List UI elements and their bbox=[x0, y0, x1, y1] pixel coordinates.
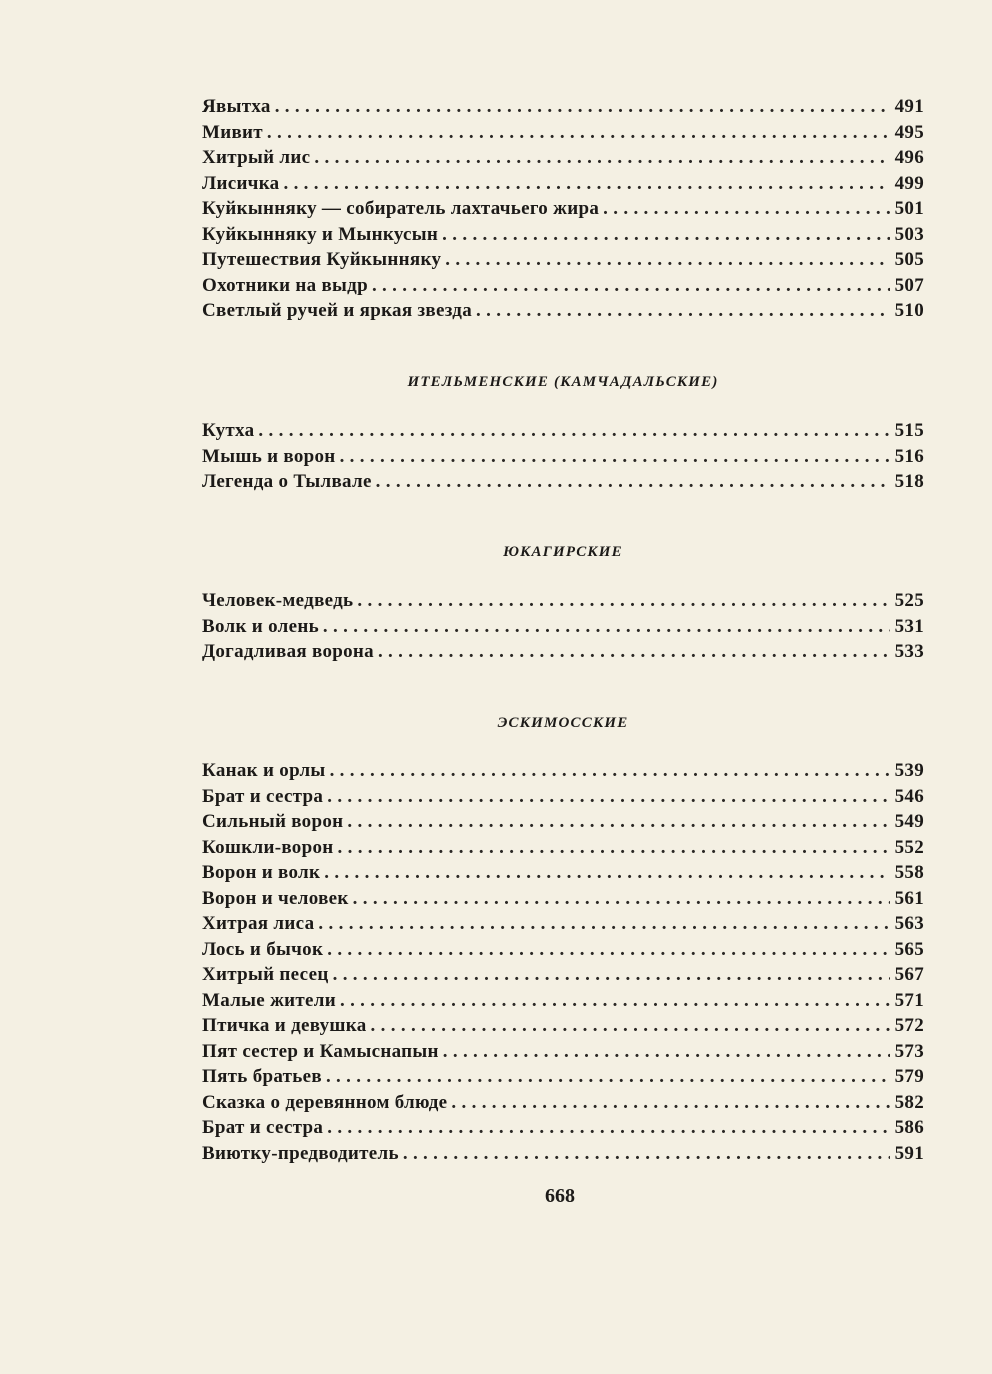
toc-entry-title: Светлый ручей и яркая звезда bbox=[202, 300, 472, 321]
toc-entry-title: Человек-медведь bbox=[202, 590, 354, 611]
toc-entry bbox=[202, 835, 924, 861]
toc-entry-page: 495 bbox=[894, 121, 924, 143]
toc-entry bbox=[202, 145, 924, 171]
toc-entry bbox=[202, 809, 924, 835]
toc-entry bbox=[202, 1039, 924, 1065]
dot-leader bbox=[279, 171, 890, 197]
toc-entry-title: Ворон и человек bbox=[202, 887, 349, 909]
toc-entry-title: Куйкынняку — собиратель лахтачьего жира bbox=[202, 198, 600, 219]
toc-entry-title: Легенда о Тылвале bbox=[202, 471, 372, 492]
toc-entry-title: Лисичка bbox=[202, 172, 280, 194]
toc-entry-page: 579 bbox=[894, 1066, 924, 1087]
toc-entry-title: Сильный ворон bbox=[202, 811, 344, 832]
toc-entry-title: Пять братьев bbox=[202, 1066, 322, 1087]
dot-leader bbox=[271, 94, 890, 120]
toc-entry-title: Канак и орлы bbox=[202, 760, 326, 781]
dot-leader bbox=[353, 588, 890, 614]
dot-leader bbox=[441, 247, 890, 273]
toc-entry bbox=[202, 196, 924, 222]
toc-entry-title: Хитрый лис bbox=[202, 147, 311, 168]
dot-leader bbox=[439, 1039, 890, 1065]
toc-entry-page: 582 bbox=[894, 1091, 924, 1113]
dot-leader bbox=[447, 1090, 890, 1116]
toc-entry bbox=[202, 639, 924, 665]
toc-entry-title: Брат и сестра bbox=[202, 1117, 324, 1138]
dot-leader bbox=[320, 860, 890, 886]
toc-entry bbox=[202, 588, 924, 614]
toc-entry-title: Лось и бычок bbox=[202, 938, 324, 960]
dot-leader bbox=[310, 145, 890, 171]
dot-leader bbox=[343, 809, 890, 835]
toc-entry bbox=[202, 1090, 924, 1116]
dot-leader bbox=[399, 1141, 890, 1167]
toc-entry-title: Куйкынняку и Мынкусын bbox=[202, 223, 439, 245]
toc-entry bbox=[202, 1013, 924, 1039]
toc-entry bbox=[202, 860, 924, 886]
dot-leader bbox=[438, 222, 890, 248]
dot-leader bbox=[319, 614, 890, 640]
dot-leader bbox=[349, 886, 890, 912]
section-heading-eskimo: ЭСКИМОССКИЕ bbox=[497, 715, 629, 731]
toc-entry-title: Брат и сестра bbox=[202, 785, 324, 807]
toc-entry-page: 546 bbox=[894, 785, 924, 807]
toc-entry bbox=[202, 758, 924, 784]
toc-entry-page: 518 bbox=[894, 471, 924, 492]
toc-entry bbox=[202, 1064, 924, 1090]
toc-entry-page: 510 bbox=[894, 300, 924, 321]
toc-entry bbox=[202, 614, 924, 640]
toc-entry-page: 549 bbox=[894, 811, 924, 832]
toc-entry-page: 531 bbox=[894, 615, 924, 637]
dot-leader bbox=[323, 784, 890, 810]
toc-entry bbox=[202, 444, 924, 470]
toc-entry bbox=[202, 886, 924, 912]
toc-group-chukchi bbox=[202, 94, 924, 324]
toc-entry bbox=[202, 784, 924, 810]
dot-leader bbox=[263, 120, 890, 146]
toc-group-itelmen bbox=[202, 418, 924, 495]
page-number: 668 bbox=[545, 1185, 575, 1207]
toc-entry bbox=[202, 962, 924, 988]
toc-entry-page: 561 bbox=[894, 887, 924, 909]
dot-leader bbox=[254, 418, 890, 444]
toc-entry-page: 572 bbox=[894, 1015, 924, 1036]
toc-entry-page: 558 bbox=[894, 862, 924, 883]
dot-leader bbox=[374, 639, 890, 665]
toc-entry-title: Виютку-предводитель bbox=[202, 1142, 399, 1164]
dot-leader bbox=[326, 758, 890, 784]
toc-entry-title: Птичка и девушка bbox=[202, 1015, 367, 1036]
dot-leader bbox=[368, 273, 890, 299]
dot-leader bbox=[472, 298, 890, 324]
dot-leader bbox=[599, 196, 890, 222]
toc-entry-title: Хитрая лиса bbox=[202, 913, 315, 934]
toc-entry bbox=[202, 120, 924, 146]
dot-leader bbox=[323, 1115, 890, 1141]
toc-entry-page: 539 bbox=[894, 760, 924, 781]
dot-leader bbox=[329, 962, 890, 988]
toc-entry-page: 501 bbox=[894, 198, 924, 219]
toc-entry-title: Явытха bbox=[202, 96, 271, 117]
section-heading-itelmen: ИТЕЛЬМЕНСКИЕ (КАМЧАДАЛЬСКИЕ) bbox=[407, 374, 719, 390]
toc-entry-title: Мышь и ворон bbox=[202, 445, 336, 467]
toc-entry bbox=[202, 298, 924, 324]
dot-leader bbox=[334, 835, 891, 861]
dot-leader bbox=[323, 937, 890, 963]
toc-entry-page: 496 bbox=[894, 147, 924, 168]
toc-entry-page: 591 bbox=[894, 1142, 924, 1164]
toc-entry-page: 525 bbox=[894, 590, 924, 611]
toc-entry-page: 573 bbox=[894, 1040, 924, 1062]
toc-entry bbox=[202, 911, 924, 937]
dot-leader bbox=[336, 988, 890, 1014]
toc-entry-title: Сказка о деревянном блюде bbox=[202, 1091, 448, 1113]
toc-entry-title: Кошкли-ворон bbox=[202, 836, 334, 858]
toc-entry bbox=[202, 988, 924, 1014]
toc-entry-title: Путешествия Куйкынняку bbox=[202, 249, 442, 270]
toc-entry-page: 516 bbox=[894, 445, 924, 467]
dot-leader bbox=[367, 1013, 890, 1039]
toc-entry bbox=[202, 937, 924, 963]
toc-entry-page: 499 bbox=[894, 172, 924, 194]
toc-entry bbox=[202, 222, 924, 248]
toc-entry bbox=[202, 1115, 924, 1141]
toc-entry-page: 491 bbox=[894, 96, 924, 117]
toc-entry bbox=[202, 171, 924, 197]
toc-entry-page: 567 bbox=[894, 964, 924, 985]
toc-group-eskimo bbox=[202, 758, 924, 1166]
dot-leader bbox=[372, 469, 890, 495]
toc-entry-page: 505 bbox=[894, 249, 924, 270]
toc-entry-title: Пят сестер и Камыснапын bbox=[202, 1040, 439, 1062]
toc-entry bbox=[202, 1141, 924, 1167]
toc-entry-page: 503 bbox=[894, 223, 924, 245]
toc-entry-title: Хитрый песец bbox=[202, 964, 329, 985]
toc-group-yukagir bbox=[202, 588, 924, 665]
toc-entry bbox=[202, 418, 924, 444]
toc-entry-title: Охотники на выдр bbox=[202, 274, 368, 296]
toc-entry-title: Кутха bbox=[202, 420, 255, 441]
toc-entry-page: 586 bbox=[894, 1117, 924, 1138]
toc-entry-page: 571 bbox=[894, 989, 924, 1011]
toc-entry bbox=[202, 94, 924, 120]
toc-entry-title: Малые жители bbox=[202, 989, 336, 1011]
toc-entry bbox=[202, 273, 924, 299]
toc-entry-title: Ворон и волк bbox=[202, 862, 321, 883]
toc-entry-page: 563 bbox=[894, 913, 924, 934]
toc-entry-page: 565 bbox=[894, 938, 924, 960]
toc-entry-page: 552 bbox=[894, 836, 924, 858]
dot-leader bbox=[314, 911, 890, 937]
dot-leader bbox=[336, 444, 890, 470]
toc-entry-title: Догадливая ворона bbox=[202, 641, 374, 662]
toc-entry bbox=[202, 469, 924, 495]
toc-entry-page: 515 bbox=[894, 420, 924, 441]
dot-leader bbox=[322, 1064, 890, 1090]
toc-entry-title: Волк и олень bbox=[202, 615, 319, 637]
toc-entry bbox=[202, 247, 924, 273]
toc-entry-page: 533 bbox=[894, 641, 924, 662]
toc-entry-title: Мивит bbox=[202, 121, 263, 143]
toc-entry-page: 507 bbox=[894, 274, 924, 296]
section-heading-yukagir: ЮКАГИРСКИЕ bbox=[503, 544, 623, 560]
